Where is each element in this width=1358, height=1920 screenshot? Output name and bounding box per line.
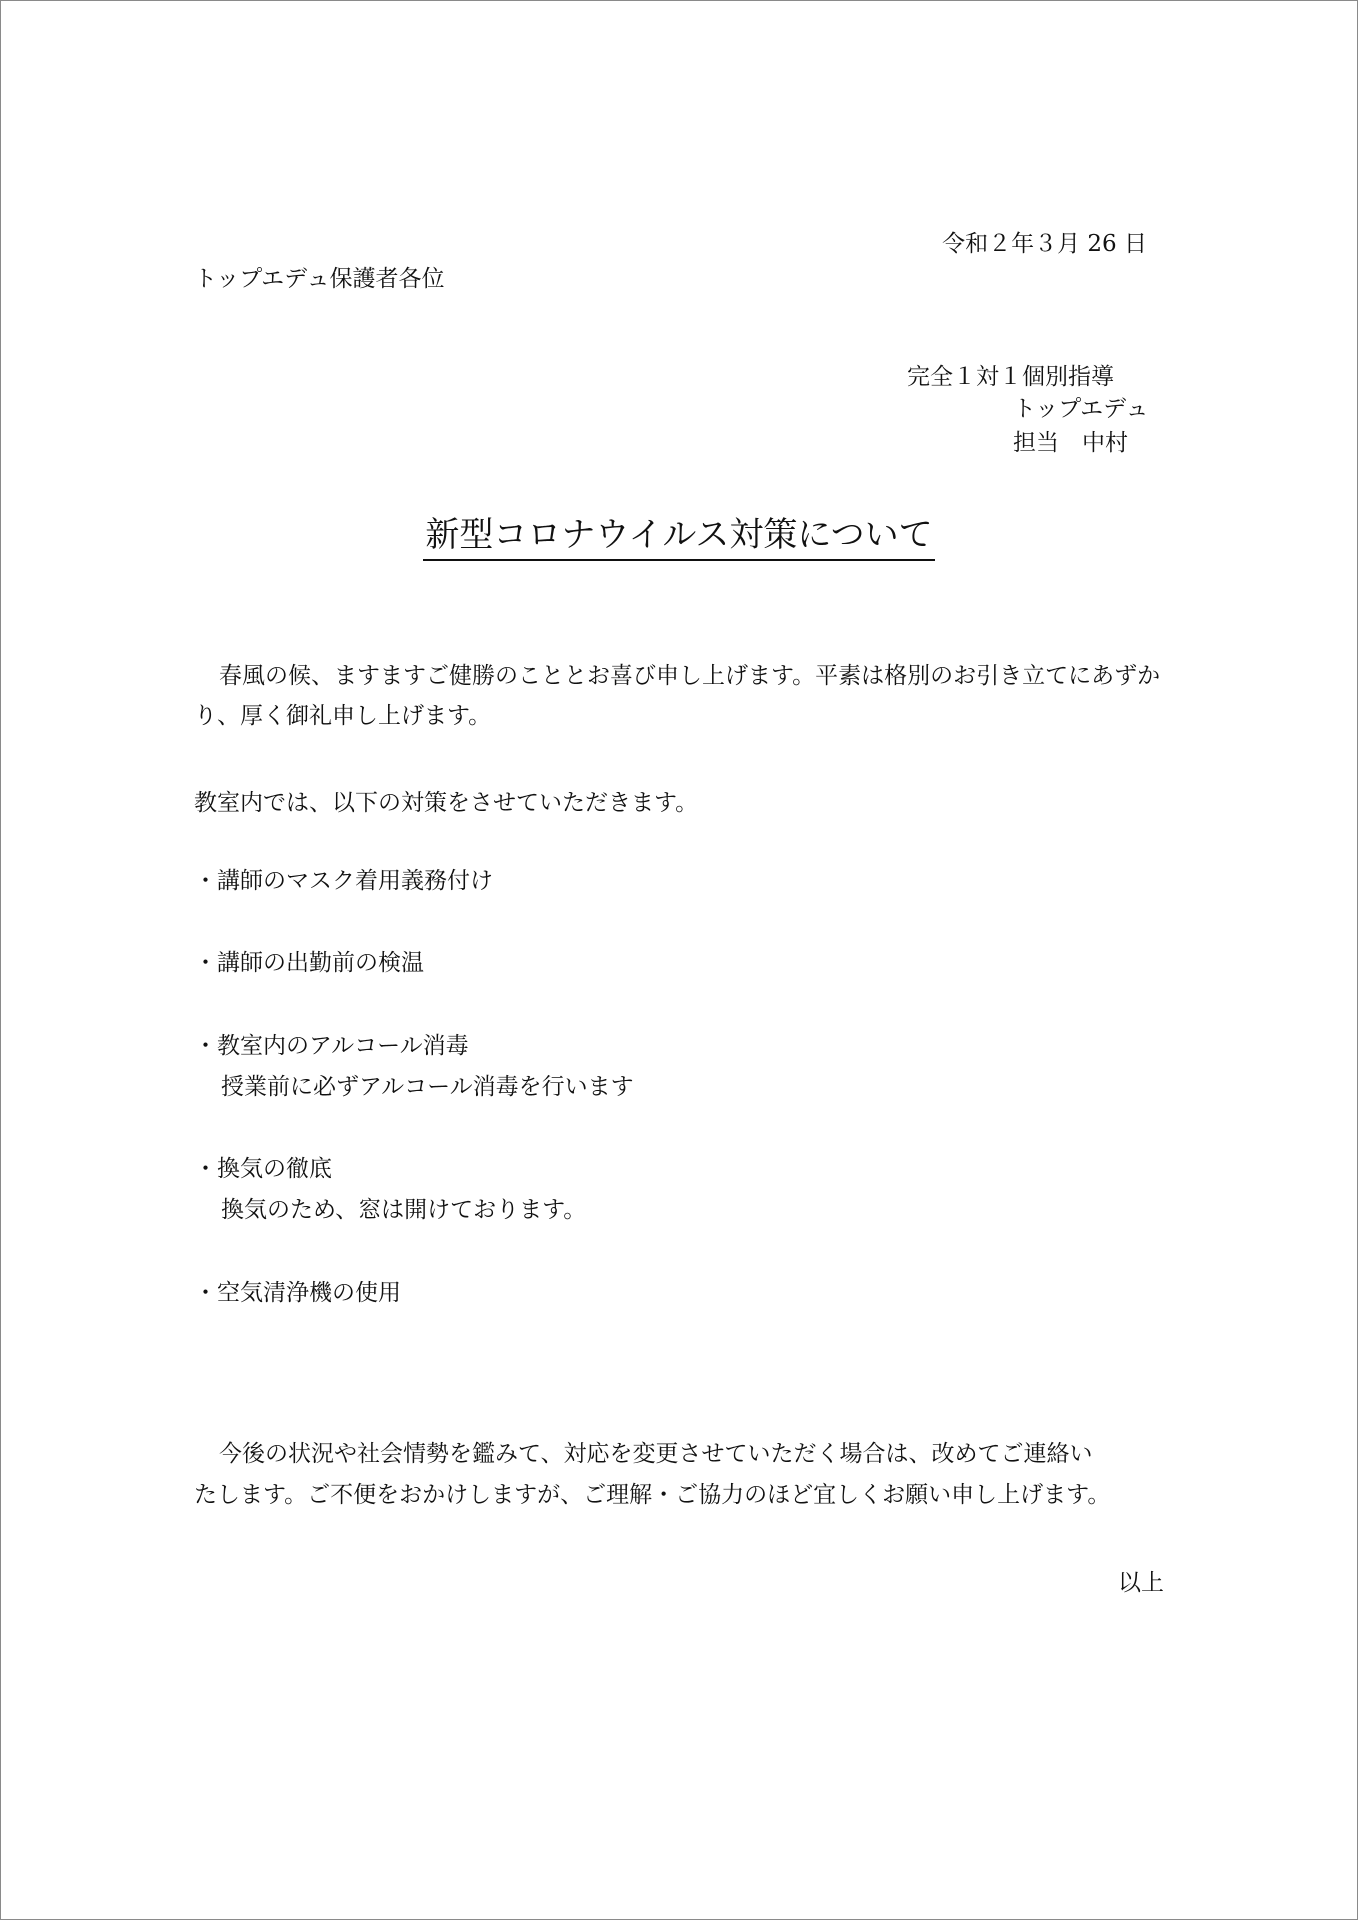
measure-item-mask: ・講師のマスク着用義務付け (194, 868, 493, 894)
intro-text: 教室内では、以下の対策をさせていただきます。 (194, 790, 699, 816)
letter-recipient: トップエデュ保護者各位 (194, 266, 445, 292)
measure-item-ventilation: ・換気の徹底 (194, 1156, 332, 1182)
measure-item-air-purifier: ・空気清浄機の使用 (194, 1280, 401, 1306)
letter-date: 令和２年３月 26 日 (942, 231, 1147, 257)
letter-title-text: 新型コロナウイルス対策について (423, 513, 934, 561)
letter-title (1, 513, 1357, 561)
greeting-line-2: り、厚く御礼申し上げます。 (194, 703, 492, 729)
closing-line-1-text: 今後の状況や社会情勢を鑑みて、対応を変更させていただく場合は、改めてご連絡い (219, 1441, 1093, 1467)
sender-name: トップエデュ (1013, 396, 1149, 422)
sender-organization: 完全１対１個別指導 (907, 364, 1114, 390)
sender-person: 担当 中村 (1013, 430, 1128, 456)
measure-detail-alcohol: 授業前に必ずアルコール消毒を行います (221, 1074, 634, 1100)
end-mark: 以上 (1118, 1570, 1164, 1596)
greeting-line-1 (194, 662, 1160, 690)
greeting-line-1-text: 春風の候、ますますご健勝のこととお喜び申し上げます。平素は格別のお引き立てにあずか (219, 663, 1161, 689)
measure-item-temperature: ・講師の出勤前の検温 (194, 950, 424, 976)
closing-line-2: たします。ご不便をおかけしますが、ご理解・ご協力のほど宜しくお願い申し上げます。 (194, 1482, 1111, 1508)
measure-item-alcohol: ・教室内のアルコール消毒 (194, 1033, 469, 1059)
closing-line-1 (194, 1440, 1093, 1468)
measure-detail-ventilation: 換気のため、窓は開けております。 (221, 1197, 587, 1223)
